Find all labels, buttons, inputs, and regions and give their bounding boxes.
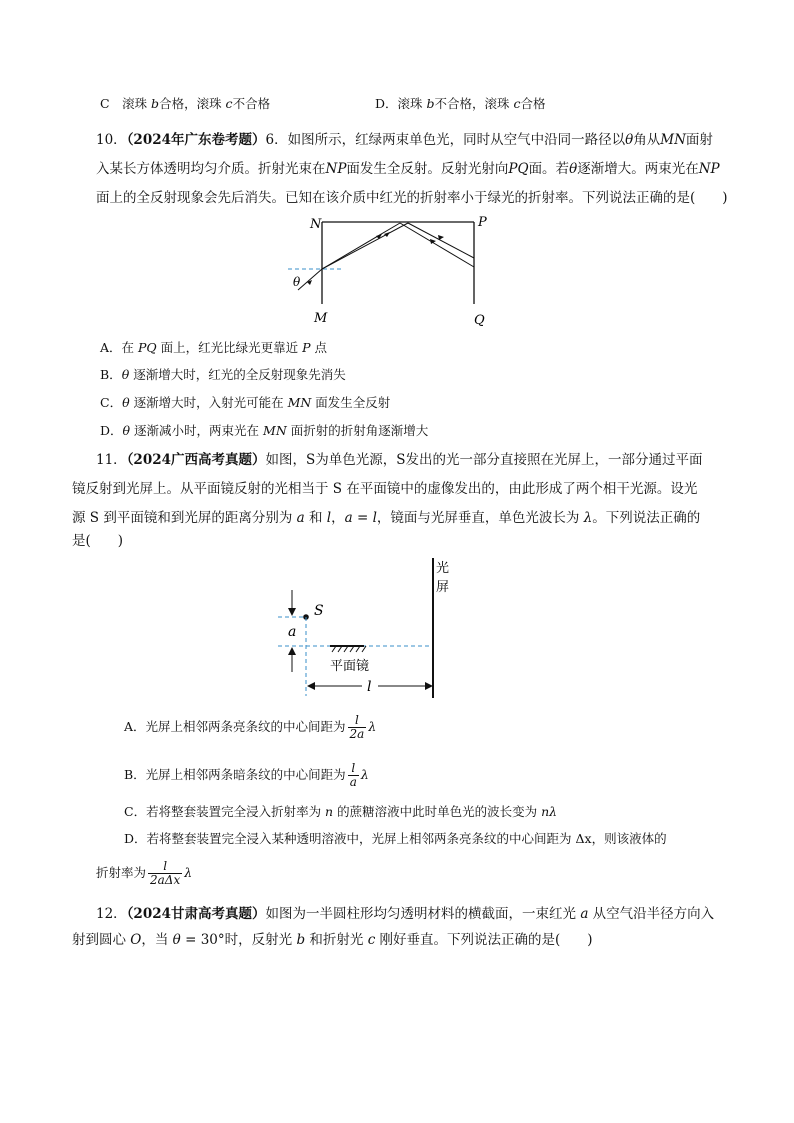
q11-figure — [270, 552, 470, 702]
q10-line-2: 入某长方体透明均匀介质。折射光束在NP面发生全反射。反射光射向PQ面。若θ逐渐增大。两束光在NP — [96, 161, 720, 177]
q10-option-d: D．θ 逐渐减小时，两束光在 MN 面折射的折射角逐渐增大 — [100, 423, 429, 438]
q11-label-screen-1: 光 — [436, 561, 450, 576]
q10-option-a: A．在 PQ 面上，红光比绿光更靠近 P 点 — [100, 340, 328, 355]
q9-option-c: C 滚珠 b合格，滚珠 c不合格 — [100, 96, 271, 111]
q10-line-1: 10．（2024年广东卷考题）6．如图所示，红绿两束单色光，同时从空气中沿同一路径以θ角从MN面射 — [96, 132, 713, 148]
q10-option-b: B．θ 逐渐增大时，红光的全反射现象先消失 — [100, 367, 346, 382]
q11-label-a: a — [288, 624, 297, 640]
q10-label-m: M — [314, 311, 328, 326]
q11-label-l: l — [367, 679, 372, 695]
q10-label-q: Q — [474, 313, 485, 328]
q11-option-b: B．光屏上相邻两条暗条纹的中心间距为 $\frac{l}{a}$ λ — [124, 761, 369, 789]
q11-label-s: S — [314, 603, 324, 619]
q11-line-2: 镜反射到光屏上。从平面镜反射的光相当于 S 在平面镜中的虚像发出的，由此形成了两个相干光源。设光 — [72, 481, 698, 497]
q11-source: （2024广西高考真题） — [126, 452, 266, 468]
q10-source: （2024年广东卷考题） — [126, 132, 266, 148]
q10-option-c: C．θ 逐渐增大时，入射光可能在 MN 面发生全反射 — [100, 395, 391, 410]
q9-option-d: D．滚珠 b不合格，滚珠 c合格 — [375, 96, 546, 111]
q11-line-3: 源 S 到平面镜和到光屏的距离分别为 a 和 l，a = l，镜面与光屏垂直，单色光波长为 λ。下列说法正确的 — [72, 510, 701, 526]
q10-figure — [280, 212, 510, 330]
q10-label-p: P — [478, 215, 487, 230]
q11-label-mirror: 平面镜 — [330, 659, 370, 674]
q11-label-screen-2: 屏 — [436, 580, 450, 595]
q11-option-d-line-1: D．若将整套装置完全浸入某种透明溶液中，光屏上相邻两条亮条纹的中心间距为 Δx，则该液体的 — [124, 831, 667, 846]
q11-option-d-line-2: 折射率为 $\frac{l}{\text{2aΔx}}$ λ — [96, 859, 193, 887]
q11-option-c: C．若将整套装置完全浸入折射率为 n 的蔗糖溶液中此时单色光的波长变为 nλ — [124, 804, 558, 819]
q12-line-1: 12．（2024甘肃高考真题）如图为一半圆柱形均匀透明材料的横截面，一束红光 a 从空气沿半径方向入 — [96, 906, 715, 922]
q11-option-a: A．光屏上相邻两条亮条纹的中心间距为 $\frac{l}{2a}$ λ — [124, 713, 377, 741]
q12-line-2: 射到圆心 O，当 θ = 30°时，反射光 b 和折射光 c 刚好垂直。下列说法正确的是( ) — [72, 932, 593, 948]
q10-label-theta: θ — [293, 275, 301, 289]
q12-source: （2024甘肃高考真题） — [126, 906, 266, 922]
q10-line-3: 面上的全反射现象会先后消失。已知在该介质中红光的折射率小于绿光的折射率。下列说法正确的是( ) — [96, 190, 728, 206]
q11-line-1: 11．（2024广西高考真题）如图，S为单色光源，S发出的光一部分直接照在光屏上，一部分通过平面 — [96, 452, 703, 468]
q11-line-4: 是( ) — [72, 533, 124, 549]
q10-label-n: N — [310, 217, 322, 232]
